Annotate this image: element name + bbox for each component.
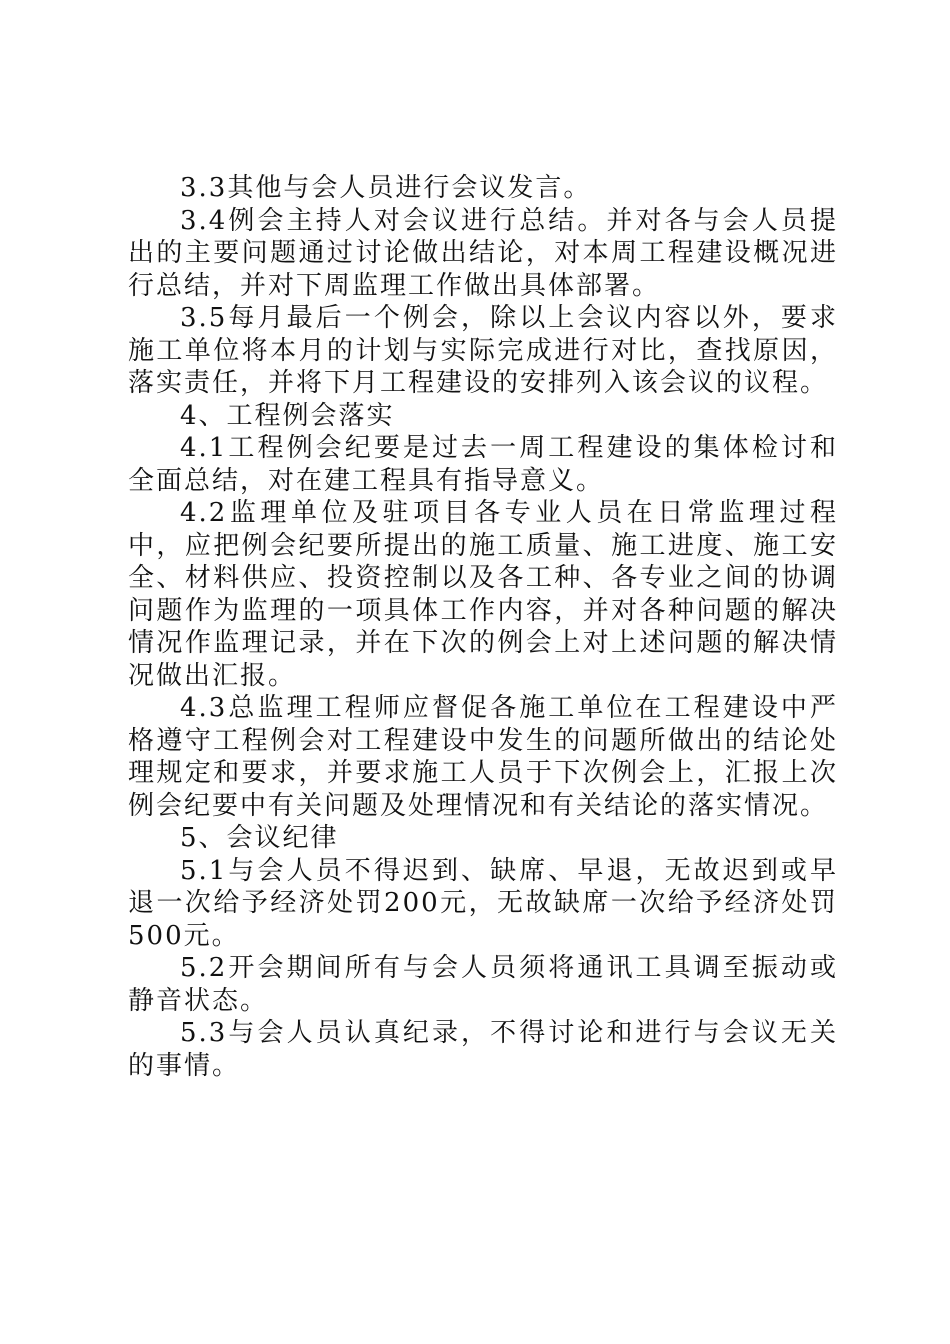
paragraph-3-5: 3.5每月最后一个例会，除以上会议内容以外，要求施工单位将本月的计划与实际完成进行对比，查找原因，落实责任，并将下月工程建设的安排列入该会议的议程。 [128, 303, 838, 398]
paragraph-4-3: 4.3总监理工程师应督促各施工单位在工程建设中严格遵守工程例会对工程建设中发生的问题所做出的结论处理规定和要求，并要求施工人员于下次例会上，汇报上次例会纪要中有关问题及处理情况和有关结论的落实情况。 [128, 693, 838, 821]
paragraph-5-3: 5.3与会人员认真纪录，不得讨论和进行与会议无关的事情。 [128, 1018, 838, 1081]
paragraph-4-2: 4.2监理单位及驻项目各专业人员在日常监理过程中，应把例会纪要所提出的施工质量、施工进度、施工安全、材料供应、投资控制以及各工种、各专业之间的协调问题作为监理的一项具体工作内容，并对各种问题的解决情况作监理记录，并在下次的例会上对上述问题的解决情况做出汇报。 [128, 498, 838, 691]
paragraph-4-1: 4.1工程例会纪要是过去一周工程建设的集体检讨和全面总结，对在建工程具有指导意义。 [128, 433, 838, 496]
paragraph-3-4: 3.4例会主持人对会议进行总结。并对各与会人员提出的主要问题通过讨论做出结论，对本周工程建设概况进行总结，并对下周监理工作做出具体部署。 [128, 205, 838, 301]
section-heading-4: 4、工程例会落实 [180, 400, 395, 431]
document-body [128, 172, 838, 1082]
paragraph-3-3: 3.3其他与会人员进行会议发言。 [180, 173, 592, 203]
paragraph-5-2: 5.2开会期间所有与会人员须将通讯工具调至振动或静音状态。 [128, 953, 838, 1016]
paragraph-5-1: 5.1与会人员不得迟到、缺席、早退，无故迟到或早退一次给予经济处罚200元，无故缺席一次给予经济处罚500元。 [128, 855, 838, 951]
section-heading-5: 5、会议纪律 [180, 823, 339, 853]
